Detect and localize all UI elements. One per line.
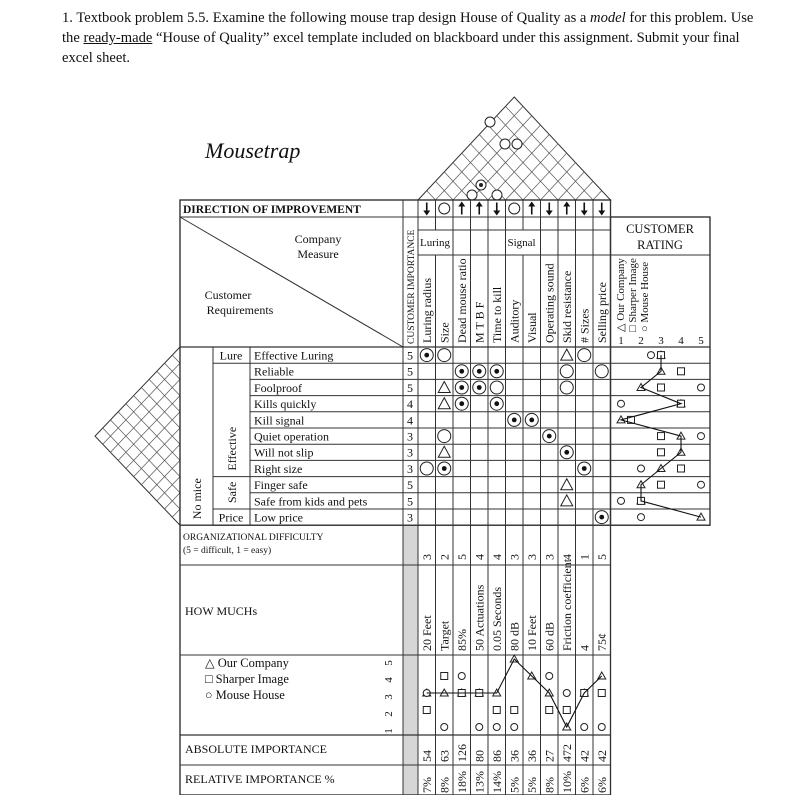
strong-dot-icon xyxy=(529,418,534,423)
column-header: Time to kill xyxy=(489,286,504,343)
absolute-importance-value: 42 xyxy=(594,750,609,762)
rating-scale-tick: 5 xyxy=(698,335,704,347)
roof-line xyxy=(523,153,567,200)
level2-label: Effective xyxy=(225,426,239,471)
requirement-label: Will not slip xyxy=(254,445,314,460)
column-header: Size xyxy=(437,322,452,343)
benchmark-scale-tick: 2 xyxy=(383,711,395,717)
group-label: Luring xyxy=(420,237,450,249)
wall-outline xyxy=(95,347,180,525)
strong-dot-icon xyxy=(564,450,569,455)
how-much-value: Friction coefficient xyxy=(559,558,574,651)
arrow-down-icon xyxy=(581,211,588,216)
rating-scale-tick: 3 xyxy=(658,335,664,347)
prompt-text: 1. Textbook problem 5.5. Examine the following mouse trap design House of Quality as a xyxy=(62,10,591,26)
sharper-image-rating-icon xyxy=(658,384,665,391)
wall-line xyxy=(141,444,180,485)
weak-relationship-icon xyxy=(561,495,573,506)
strong-dot-icon xyxy=(477,369,482,374)
benchmark-legend-item: ○ Mouse House xyxy=(205,688,285,702)
how-muchs-label: HOW MUCHs xyxy=(185,604,258,618)
group-label: Signal xyxy=(507,237,536,249)
how-much-value: 75¢ xyxy=(594,633,609,651)
importance-value: 3 xyxy=(407,510,413,525)
rating-legend-item: □ Sharper Image xyxy=(627,258,639,332)
arrow-down-icon xyxy=(423,211,430,216)
roof-line xyxy=(497,116,576,200)
absolute-importance-value: 86 xyxy=(489,750,504,762)
roof-line xyxy=(453,116,532,200)
benchmark-legend-item: □ Sharper Image xyxy=(205,672,289,686)
correlation-medium-icon xyxy=(500,139,510,149)
mouse-house-rating-icon xyxy=(648,352,655,359)
strong-dot-icon xyxy=(477,385,482,390)
strong-dot-icon xyxy=(459,369,464,374)
target-circle-icon xyxy=(439,203,450,214)
how-much-value: 4 xyxy=(577,645,592,651)
arrow-down-icon xyxy=(598,211,605,216)
correlation-medium-icon xyxy=(467,190,477,200)
how-much-value: 85% xyxy=(454,629,469,651)
absolute-importance-value: 80 xyxy=(472,750,487,762)
absolute-importance-value: 27 xyxy=(542,750,557,762)
level2-label: Safe xyxy=(225,481,239,503)
difficulty-value: 1 xyxy=(577,554,592,560)
importance-value: 3 xyxy=(407,429,413,444)
requirement-label: Foolproof xyxy=(254,380,302,395)
strong-dot-icon xyxy=(512,418,517,423)
roof-line xyxy=(427,191,436,200)
requirements-label: Requirements xyxy=(206,303,274,317)
how-much-value: 20 Feet xyxy=(419,615,434,651)
mouse-house-rating-icon xyxy=(638,465,645,472)
importance-value: 5 xyxy=(407,494,413,509)
sharper-image-benchmark-icon xyxy=(511,707,518,714)
correlation-roof xyxy=(418,97,611,200)
benchmark-legend-item: △ Our Company xyxy=(205,656,289,670)
importance-value: 5 xyxy=(407,364,413,379)
difficulty-value: 3 xyxy=(524,554,539,560)
benchmark-scale-tick: 4 xyxy=(383,677,395,683)
correlation-weak-icon xyxy=(485,117,495,127)
column-header: M T B F xyxy=(472,301,487,343)
strong-dot-icon xyxy=(459,385,464,390)
importance-value: 5 xyxy=(407,380,413,395)
column-header: Visual xyxy=(524,312,539,343)
mouse-house-rating-icon xyxy=(618,400,625,407)
prompt-text: “House of Quality” excel template included on blackboard under this assignment. Submit your final excel sheet. xyxy=(62,30,740,66)
arrow-up-icon xyxy=(458,202,465,207)
sharper-image-benchmark-icon xyxy=(493,707,500,714)
column-header: # Sizes xyxy=(577,308,592,343)
level2-label: Price xyxy=(218,510,244,525)
customer-importance-header: CUSTOMER IMPORTANCE xyxy=(407,229,417,344)
weak-relationship-icon xyxy=(438,398,450,409)
customer-rating-title: CUSTOMER xyxy=(626,222,694,236)
arrow-up-icon xyxy=(476,202,483,207)
importance-value: 3 xyxy=(407,461,413,476)
mouse-house-rating-icon xyxy=(698,384,705,391)
medium-relationship-icon xyxy=(578,349,591,362)
difficulty-value: 5 xyxy=(594,554,609,560)
sharper-image-rating-icon xyxy=(678,368,685,375)
weak-relationship-icon xyxy=(438,446,450,457)
sharper-image-benchmark-icon xyxy=(598,690,605,697)
org-difficulty-scale: (5 = difficult, 1 = easy) xyxy=(183,546,272,556)
difficulty-value: 2 xyxy=(437,554,452,560)
requirement-label: Finger safe xyxy=(254,478,308,493)
customer-rating-title: RATING xyxy=(637,238,683,252)
mouse-house-rating-icon xyxy=(618,497,625,504)
medium-relationship-icon xyxy=(490,381,503,394)
importance-value: 4 xyxy=(407,397,413,412)
weak-relationship-icon xyxy=(438,382,450,393)
absolute-importance-value: 63 xyxy=(437,750,452,762)
importance-value: 3 xyxy=(407,445,413,460)
roof-line xyxy=(593,191,602,200)
wall-line xyxy=(110,420,180,493)
sharper-image-benchmark-icon xyxy=(423,707,430,714)
customer-label: Customer xyxy=(204,288,252,302)
difficulty-value: 3 xyxy=(542,554,557,560)
correlation-dot-icon xyxy=(479,183,483,187)
difficulty-value: 4 xyxy=(489,554,504,560)
strong-dot-icon xyxy=(459,401,464,406)
sharper-image-rating-icon xyxy=(658,433,665,440)
sharper-image-rating-icon xyxy=(678,465,685,472)
level1-label: No mice xyxy=(190,478,204,520)
how-much-value: 10 Feet xyxy=(524,615,539,651)
sharper-image-rating-icon xyxy=(658,481,665,488)
wall-line xyxy=(110,379,180,452)
absolute-importance-value: 36 xyxy=(507,750,522,762)
measure-label: Measure xyxy=(297,247,339,261)
absolute-importance-value: 126 xyxy=(454,744,469,762)
sharper-image-benchmark-icon xyxy=(441,673,448,680)
rating-legend-item: △ Our Company xyxy=(615,258,627,332)
difficulty-value: 4 xyxy=(559,554,574,560)
how-much-value: Target xyxy=(437,620,452,651)
column-header: Dead mouse ratio xyxy=(454,258,469,343)
requirement-label: Quiet operation xyxy=(254,429,329,444)
strong-dot-icon xyxy=(442,466,447,471)
strong-dot-icon xyxy=(547,434,552,439)
difficulty-value: 5 xyxy=(454,554,469,560)
absolute-importance-value: 36 xyxy=(524,750,539,762)
strong-dot-icon xyxy=(424,353,429,358)
prompt-underline: ready-made xyxy=(83,30,153,46)
how-much-value: 0.05 Seconds xyxy=(489,587,504,651)
how-much-value: 80 dB xyxy=(507,621,522,651)
correlation-medium-icon xyxy=(512,139,522,149)
medium-relationship-icon xyxy=(560,381,573,394)
how-much-value: 50 Actuations xyxy=(472,584,487,651)
mouse-house-rating-icon xyxy=(698,481,705,488)
direction-label: DIRECTION OF IMPROVEMENT xyxy=(183,204,361,216)
mouse-house-benchmark-icon xyxy=(581,724,588,731)
relative-importance-value: 10% xyxy=(559,771,574,793)
sharper-image-rating-icon xyxy=(658,449,665,456)
relative-importance-value: 18% xyxy=(454,771,469,793)
arrow-up-icon xyxy=(528,202,535,207)
relative-importance-value: 5% xyxy=(507,777,522,793)
column-header: Skid resistance xyxy=(559,270,574,343)
target-circle-icon xyxy=(509,203,520,214)
requirement-label: Right size xyxy=(254,461,303,476)
requirement-label: Safe from kids and pets xyxy=(254,494,368,509)
mouse-house-benchmark-icon xyxy=(493,724,500,731)
prompt-text: for this problem. Use the xyxy=(62,10,754,46)
importance-value: 4 xyxy=(407,413,413,428)
arrow-down-icon xyxy=(493,211,500,216)
requirement-label: Kills quickly xyxy=(254,397,317,412)
importance-value: 5 xyxy=(407,478,413,493)
relative-importance-value: 6% xyxy=(594,777,609,793)
arrow-down-icon xyxy=(546,211,553,216)
strong-dot-icon xyxy=(494,369,499,374)
relative-importance-value: 7% xyxy=(419,777,434,793)
our-company-benchmark-icon xyxy=(598,672,606,679)
medium-relationship-icon xyxy=(438,349,451,362)
absolute-importance-value: 42 xyxy=(577,750,592,762)
mouse-house-benchmark-icon xyxy=(458,673,465,680)
column-header: Operating sound xyxy=(542,263,557,343)
rating-legend-item: ○ Mouse House xyxy=(639,261,651,332)
mouse-house-benchmark-icon xyxy=(598,724,605,731)
rating-scale-tick: 2 xyxy=(638,335,644,347)
medium-relationship-icon xyxy=(595,365,608,378)
benchmark-scale-tick: 5 xyxy=(383,660,395,666)
wall-line xyxy=(172,355,180,363)
mouse-house-benchmark-icon xyxy=(546,673,553,680)
difficulty-value: 3 xyxy=(419,554,434,560)
relative-importance-value: 5% xyxy=(524,777,539,793)
mouse-house-benchmark-icon xyxy=(476,724,483,731)
benchmark-scale-tick: 1 xyxy=(383,728,395,734)
importance-shade xyxy=(403,525,418,795)
relative-importance-label: RELATIVE IMPORTANCE % xyxy=(185,772,335,786)
importance-value: 5 xyxy=(407,348,413,363)
requirement-label: Effective Luring xyxy=(254,348,334,363)
requirement-label: Kill signal xyxy=(254,413,305,428)
absolute-importance-value: 54 xyxy=(419,750,434,762)
weak-relationship-icon xyxy=(561,479,573,490)
relative-importance-value: 6% xyxy=(577,777,592,793)
rating-scale-tick: 1 xyxy=(618,335,624,347)
relative-importance-value: 14% xyxy=(489,771,504,793)
rating-scale-tick: 4 xyxy=(678,335,684,347)
mouse-house-benchmark-icon xyxy=(511,724,518,731)
medium-relationship-icon xyxy=(420,462,433,475)
sharper-image-benchmark-icon xyxy=(563,707,570,714)
diagonal-line xyxy=(180,217,403,347)
requirement-label: Reliable xyxy=(254,364,294,379)
wall-line xyxy=(126,412,180,469)
mouse-house-rating-icon xyxy=(698,433,705,440)
wall-line xyxy=(126,404,180,461)
column-header: Auditory xyxy=(507,299,522,343)
absolute-importance-label: ABSOLUTE IMPORTANCE xyxy=(185,742,327,756)
requirement-label: Low price xyxy=(254,510,303,525)
column-header: Luring radius xyxy=(419,278,434,343)
company-label: Company xyxy=(294,232,342,246)
mouse-house-benchmark-icon xyxy=(563,690,570,697)
prompt-emphasis: model xyxy=(590,10,626,26)
wall-line xyxy=(141,388,180,429)
relative-importance-value: 8% xyxy=(437,777,452,793)
sharper-image-benchmark-icon xyxy=(546,707,553,714)
strong-dot-icon xyxy=(599,515,604,520)
difficulty-value: 3 xyxy=(507,554,522,560)
relative-importance-value: 8% xyxy=(542,777,557,793)
mouse-house-benchmark-icon xyxy=(441,724,448,731)
level2-label: Lure xyxy=(219,348,243,363)
org-difficulty-label: ORGANIZATIONAL DIFFICULTY xyxy=(183,533,324,543)
medium-relationship-icon xyxy=(560,365,573,378)
medium-relationship-icon xyxy=(438,430,451,443)
diagram-title: Mousetrap xyxy=(205,138,301,163)
relative-importance-value: 13% xyxy=(472,771,487,793)
how-much-value: 60 dB xyxy=(542,621,557,651)
strong-dot-icon xyxy=(494,401,499,406)
requirement-correlation-wall xyxy=(95,347,180,525)
mouse-house-rating-icon xyxy=(638,514,645,521)
column-header: Selling price xyxy=(594,282,609,343)
correlation-medium-icon xyxy=(492,190,502,200)
benchmark-scale-tick: 3 xyxy=(383,694,395,700)
arrow-up-icon xyxy=(563,202,570,207)
difficulty-value: 4 xyxy=(472,554,487,560)
weak-relationship-icon xyxy=(561,349,573,360)
wall-line xyxy=(172,509,180,517)
strong-dot-icon xyxy=(582,466,587,471)
absolute-importance-value: 472 xyxy=(559,744,574,762)
